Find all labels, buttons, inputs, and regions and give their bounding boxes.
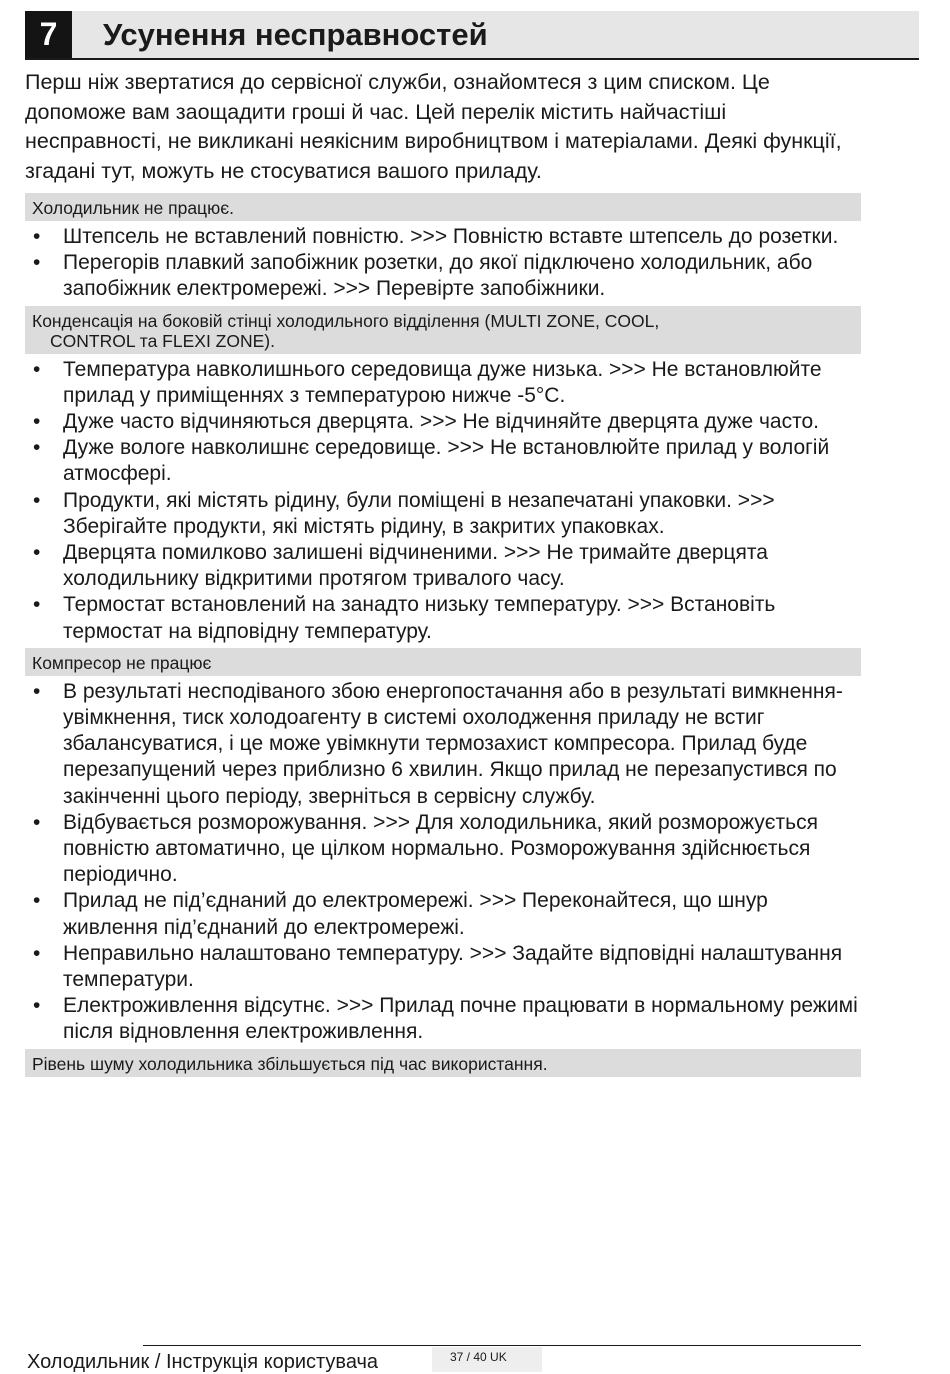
chapter-header [25, 11, 919, 60]
list-item-text: Електроживлення відсутнє. >>> Прилад почне працювати в нормальному режимі після відновлення електроживлення. [63, 994, 858, 1044]
list-item [25, 993, 861, 1045]
bullet-icon: • [33, 541, 41, 565]
list-item [25, 488, 861, 540]
list-item [25, 224, 861, 250]
list-item [25, 592, 861, 644]
bullet-icon: • [33, 251, 41, 275]
list-item [25, 357, 861, 409]
list-item [25, 540, 861, 592]
bullet-icon: • [33, 436, 41, 460]
footer-divider [143, 1345, 861, 1346]
bullet-icon: • [33, 994, 41, 1018]
list-item [25, 250, 861, 302]
section-list [25, 679, 861, 1046]
bullet-icon: • [33, 357, 41, 381]
section-list [25, 224, 861, 303]
section-heading-continuation: CONTROL та FLEXI ZONE). [50, 330, 275, 351]
bullet-icon: • [33, 679, 41, 703]
chapter-title: Усунення несправностей [103, 17, 488, 52]
list-item-text: В результаті несподіваного збою енергопостачання або в результаті вимкнення-увімкнення, тиск холодоагенту в системі охолодження приладу не встиг збалансуватися, і це може увімкнути термозахист компресора. Прилад буде перезапущений через приблизно 6 хвилин. Якщо прилад не перезапустився по закінченні цього періоду, зверніться в сервісну службу. [63, 679, 843, 808]
list-item [25, 409, 861, 435]
chapter-number: 7 [25, 11, 72, 58]
list-item [25, 888, 861, 940]
list-item-text: Перегорів плавкий запобіжник розетки, до якої підключено холодильник, або запобіжник електромережі. >>> Перевірте запобіжники. [63, 251, 813, 301]
section-heading: Рівень шуму холодильника збільшується під час використання. [25, 1049, 861, 1077]
section-heading [25, 306, 861, 354]
bullet-icon: • [33, 941, 41, 965]
list-item-text: Продукти, які містять рідину, були поміщені в незапечатані упаковки. >>> Зберігайте продукти, які містять рідину, в закритих упаковках. [63, 488, 775, 538]
bullet-icon: • [33, 488, 41, 512]
bullet-icon: • [33, 593, 41, 617]
list-item [25, 435, 861, 487]
list-item-text: Дуже часто відчиняються дверцята. >>> Не відчиняйте дверцята дуже часто. [63, 410, 819, 434]
list-item-text: Штепсель не вставлений повністю. >>> Повністю вставте штепсель до розетки. [63, 225, 839, 248]
section-list [25, 357, 861, 645]
bullet-icon: • [33, 225, 41, 248]
bullet-icon: • [33, 889, 41, 913]
intro-paragraph: Перш ніж звертатися до сервісної служби, ознайомтеся з цим списком. Це допоможе вам заощадити гроші й час. Цей перелік містить найчастіші несправності, не викликані неякісним виробництвом і матеріалами. Деякі функції, згадані тут, можуть не стосуватися вашого приладу. [25, 70, 842, 183]
list-item-text: Прилад не під’єднаний до електромережі. >>> Переконайтеся, що шнур живлення під’єднаний до електромережі. [63, 889, 768, 939]
list-item-text: Неправильно налаштовано температуру. >>> Задайте відповідні налаштування температури. [63, 941, 843, 992]
footer-text: Холодильник / Інструкція користувача [27, 1351, 379, 1373]
section-heading: Холодильник не працює. [25, 193, 861, 221]
list-item [25, 941, 861, 993]
list-item-text: Термостат встановлений на занадто низьку температуру. >>> Встановіть термостат на відповідну температуру. [63, 593, 776, 643]
list-item [25, 810, 861, 889]
bullet-icon: • [33, 810, 41, 834]
list-item-text: Дверцята помилково залишені відчиненими. >>> Не тримайте дверцята холодильнику відкритими протягом тривалого часу. [63, 541, 768, 591]
list-item-text: Дуже вологе навколишнє середовище. >>> Не встановлюйте прилад у вологій атмосфері. [63, 436, 830, 486]
list-item-text: Відбувається розморожування. >>> Для холодильника, який розморожується повністю автоматично, це цілком нормально. Розморожування здійснюється періодично. [63, 810, 818, 887]
section-heading-line: Конденсація на боковій стінці холодильного відділення (MULTI ZONE, COOL, [32, 310, 660, 331]
page-number: 37 / 40 UK [432, 1347, 542, 1372]
list-item [25, 679, 861, 810]
page-content [25, 68, 861, 1080]
bullet-icon: • [33, 410, 41, 434]
list-item-text: Температура навколишнього середовища дуже низька. >>> Не встановлюйте прилад у приміщеннях з температурою нижче -5°C. [63, 357, 822, 407]
section-heading: Компресор не працює [25, 648, 861, 676]
